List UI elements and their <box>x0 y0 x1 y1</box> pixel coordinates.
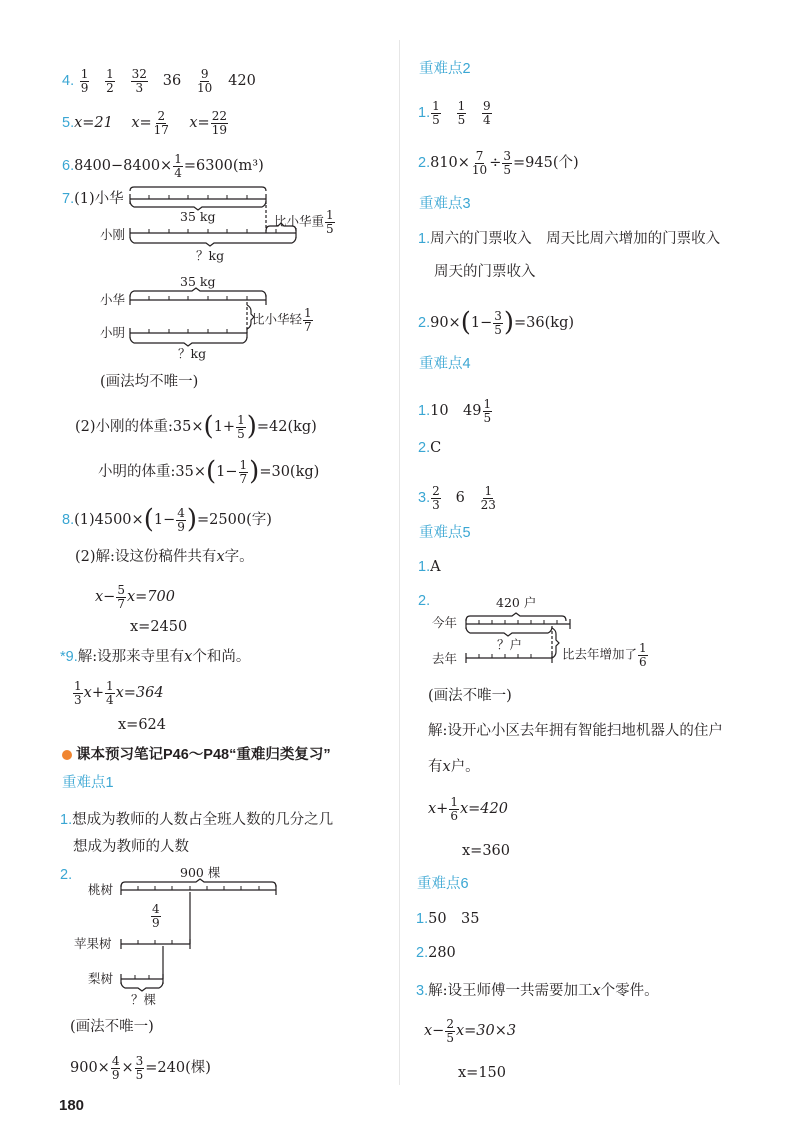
s3-q2: 2.90×(1− $\frac{3}{5}$ )=36(kg) <box>418 307 575 338</box>
q5-answer: 5.x=21 x= $\frac{2}{17}$ x= $\frac{22}{19}$ <box>62 109 227 137</box>
q6-answer: 6.8400−8400× $\frac{1}{4}$ =6300(m³) <box>62 152 264 180</box>
s6-eq1: x− $\frac{2}{5}$ x=30×3 <box>424 1017 517 1045</box>
s3-q1-line1: 1.周六的门票收入 周天比周六增加的门票收入 <box>418 231 721 247</box>
s6-eq2: x=150 <box>458 1065 507 1081</box>
d1-note: 比小华重 $\frac{1}{5}$ <box>274 208 334 236</box>
s5-d-note: 比去年增加了 $\frac{1}{6}$ <box>562 641 647 669</box>
s5-d-jinnian: 今年 <box>432 615 458 630</box>
s5-eq2: x=360 <box>462 843 511 859</box>
s4-q1: 1.10 49 $\frac{1}{5}$ <box>418 397 492 425</box>
d2-35kg: 35 kg <box>180 274 216 289</box>
s6-q3: 3.解:设王师傅一共需要加工x个零件。 <box>416 983 659 999</box>
q8-line2: (2)解:设这份稿件共有x字。 <box>75 549 254 565</box>
preview-heading: 课本预习笔记P46～P48“重难归类复习” <box>62 748 331 763</box>
q4-answer: 4. $\frac{1}{9}$ $\frac{1}{2}$ $\frac{32}{3}$ 36 $\frac{9}{10}$ 420 <box>62 67 256 95</box>
s1-q1-line2: 想成为教师的人数 <box>73 839 189 855</box>
s2-q2: 2.810× $\frac{7}{10}$ ÷ $\frac{3}{5}$ =945(个) <box>418 149 579 177</box>
q7-part2-line1: (2)小刚的体重:35×(1+ $\frac{1}{5}$ )=42(kg) <box>75 411 317 442</box>
section-4-title: 重难点4 <box>419 356 471 372</box>
d1-qkg: ？kg <box>196 248 225 263</box>
d2-xiaohua: 小华 <box>100 292 126 307</box>
d1-xiaogang: 小刚 <box>100 227 126 242</box>
s1-d-lishu: 梨树 <box>88 971 114 986</box>
page-number: 180 <box>59 1097 85 1114</box>
q8-line1: 8.(1)4500×(1− $\frac{4}{9}$ )=2500(字) <box>62 504 272 535</box>
s1-d-q: ？棵 <box>131 992 157 1007</box>
s5-sol-line2: 有x户。 <box>428 759 480 775</box>
s4-q3: 3. $\frac{2}{3}$ 6 $\frac{1}{23}$ <box>418 484 496 512</box>
d2-qkg: ？kg <box>178 346 207 361</box>
s5-sol-line1: 解:设开心小区去年拥有智能扫地机器人的住户 <box>428 723 723 739</box>
s1-d-frac: $\frac{4}{9}$ <box>152 902 160 930</box>
s5-d-420: 420 户 <box>496 595 537 610</box>
s1-hint: (画法不唯一) <box>70 1019 154 1035</box>
s5-q1: 1.A <box>418 559 441 575</box>
s1-d-taoshu: 桃树 <box>88 882 114 897</box>
s1-d-900: 900 棵 <box>180 865 221 880</box>
s5-eq1: x+ $\frac{1}{6}$ x=420 <box>428 795 508 823</box>
q9-eq1: $\frac{1}{3}$ x+ $\frac{1}{4}$ x=364 <box>74 679 164 707</box>
s1-d-pingguo: 苹果树 <box>74 936 112 951</box>
s1-calc: 900× $\frac{4}{9}$ × $\frac{3}{5}$ =240(棵) <box>70 1054 211 1082</box>
s6-q1: 1.50 35 <box>416 911 480 927</box>
q8-eq2: x=2450 <box>130 619 188 635</box>
section-1-title: 重难点1 <box>62 775 114 791</box>
s5-d-qunian: 去年 <box>432 651 458 666</box>
section-2-title: 重难点2 <box>419 61 471 77</box>
q9-line1: *9.解:设那来寺里有x个和尚。 <box>60 649 251 665</box>
s1-q1-line1: 1.想成为教师的人数占全班人数的几分之几 <box>60 812 334 828</box>
q7-label: 7.(1)小华 <box>62 191 124 207</box>
section-6-title: 重难点6 <box>417 876 469 892</box>
q7-hint: (画法均不唯一) <box>100 374 199 390</box>
s1-q2-label: 2. <box>60 867 73 883</box>
s6-q2: 2.280 <box>416 945 456 961</box>
section-3-title: 重难点3 <box>419 196 471 212</box>
s4-q2: 2.C <box>418 440 442 456</box>
q9-eq2: x=624 <box>118 717 167 733</box>
q8-eq1: x− $\frac{5}{7}$ x=700 <box>95 583 175 611</box>
s2-q1: 1. $\frac{1}{5}$ $\frac{1}{5}$ $\frac{9}{4}$ <box>418 99 491 127</box>
d2-note: 比小华轻 $\frac{1}{7}$ <box>252 306 312 334</box>
s3-q1-line2: 周天的门票收入 <box>434 264 536 280</box>
s5-q2-label: 2. <box>418 593 431 609</box>
section-5-title: 重难点5 <box>419 525 471 541</box>
d1-35kg: 35 kg <box>180 209 216 224</box>
s5-hint: (画法不唯一) <box>428 688 512 704</box>
s5-d-q: ？户 <box>497 637 523 652</box>
d2-xiaoming: 小明 <box>100 325 126 340</box>
q7-part2-line2: 小明的体重:35×(1− $\frac{1}{7}$ )=30(kg) <box>98 456 320 487</box>
